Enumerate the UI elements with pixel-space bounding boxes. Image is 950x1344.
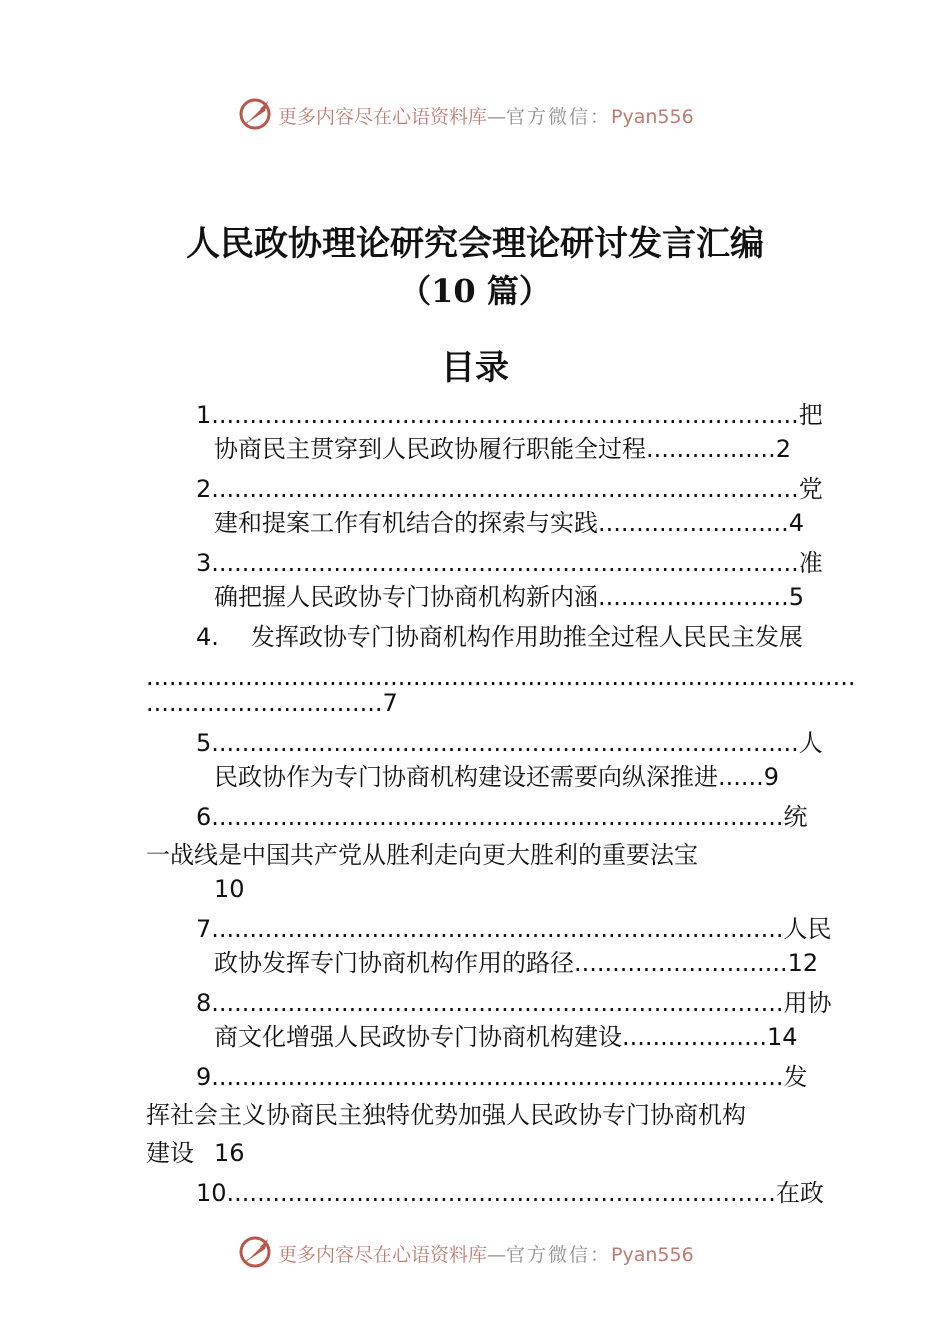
toc-page: 4 <box>788 509 805 537</box>
toc-number: 6 <box>196 803 212 831</box>
toc-entry-2-line1 <box>196 472 823 506</box>
toc-title-head: 党 <box>798 475 823 503</box>
toc-title-head: 用协 <box>783 989 832 1017</box>
toc-page: 12 <box>787 949 819 977</box>
toc-leader: ............................................................................. <box>211 729 799 757</box>
toc-entry-1-line2 <box>214 432 791 466</box>
toc-page: 9 <box>763 763 780 791</box>
watermark-separator: — <box>487 106 507 128</box>
toc-entry-3-line1 <box>196 546 823 580</box>
toc-number: 1 <box>196 401 212 429</box>
watermark-brand: 更多内容尽在心语资料库 <box>278 106 488 128</box>
toc-leader: ............................................................................. <box>211 475 799 503</box>
document-subtitle: （10 篇） <box>399 272 551 310</box>
toc-title-head: 人民 <box>783 915 832 943</box>
toc-entry-6-line3 <box>214 872 245 906</box>
toc-number: 2 <box>196 475 212 503</box>
toc-number: 8 <box>196 989 212 1017</box>
toc-title: 确把握人民政协专门协商机构新内涵 <box>214 583 598 611</box>
toc-page: 10 <box>214 875 245 903</box>
toc-title-head: 发 <box>783 1063 808 1091</box>
watermark-separator: — <box>487 1244 507 1266</box>
toc-number: 9 <box>196 1063 212 1091</box>
toc-page: 2 <box>775 435 791 463</box>
toc-leader: ............................................................................. <box>211 401 799 429</box>
toc-title-head: 在政 <box>775 1179 824 1207</box>
toc-leader: ........................................................................... <box>211 989 784 1017</box>
toc-entry-10-line1 <box>196 1176 824 1210</box>
toc-leader: ........................................................................ <box>226 1179 776 1207</box>
toc-entry-7-line2 <box>214 946 818 980</box>
toc-number: 3 <box>196 549 212 577</box>
toc-leader: ............................................................................. <box>211 549 799 577</box>
document-title: 人民政协理论研究会理论研讨发言汇编 <box>186 224 764 264</box>
quill-pen-logo-icon <box>238 95 274 131</box>
toc-title-head: 把 <box>798 401 823 429</box>
toc-entry-7-line1 <box>196 912 831 946</box>
quill-pen-logo-icon <box>238 1233 274 1269</box>
toc-leader: ............................... <box>146 689 383 717</box>
toc-leader: ............................................................................................. <box>146 663 856 691</box>
toc-entry-9-line3 <box>146 1136 245 1170</box>
toc-page: 16 <box>214 1139 245 1167</box>
watermark-wechat-id: Pyan556 <box>611 1244 694 1266</box>
toc-page: 5 <box>788 583 805 611</box>
toc-heading: 目录 <box>441 348 509 388</box>
toc-title: 挥社会主义协商民主独特优势加强人民政协专门协商机构 <box>146 1101 746 1129</box>
toc-number: 4. <box>196 623 219 651</box>
toc-title: 建和提案工作有机结合的探索与实践 <box>214 509 598 537</box>
toc-leader: ........................................................................... <box>211 915 784 943</box>
toc-title-tail: 建设 <box>146 1139 194 1167</box>
toc-title: 一战线是中国共产党从胜利走向更大胜利的重要法宝 <box>146 841 698 869</box>
watermark-label: 官方微信： <box>506 1244 612 1266</box>
toc-leader: ................. <box>646 435 776 463</box>
toc-entry-5-line1 <box>196 726 823 760</box>
toc-leader: ................... <box>622 1023 767 1051</box>
toc-number: 7 <box>196 915 212 943</box>
toc-entry-4-line1 <box>196 620 803 654</box>
watermark-text <box>278 102 694 129</box>
toc-entry-3-line2 <box>214 580 804 614</box>
footer-watermark <box>0 1233 950 1273</box>
toc-entry-8-line2 <box>214 1020 798 1054</box>
toc-page: 14 <box>766 1023 798 1051</box>
toc-leader: ......................... <box>598 583 789 611</box>
toc-entry-4-line3 <box>146 686 398 720</box>
watermark-brand: 更多内容尽在心语资料库 <box>278 1244 488 1266</box>
toc-leader: ........................................................................... <box>211 1063 784 1091</box>
toc-leader: ........................................................................... <box>211 803 784 831</box>
toc-entry-5-line2 <box>214 760 779 794</box>
toc-number: 10 <box>196 1179 227 1207</box>
toc-title: 协商民主贯穿到人民政协履行职能全过程 <box>214 435 646 463</box>
toc-entry-9-line2 <box>146 1098 746 1132</box>
watermark-label: 官方微信： <box>506 106 612 128</box>
toc-leader: ......................... <box>598 509 789 537</box>
toc-number: 5 <box>196 729 212 757</box>
toc-title-head: 统 <box>783 803 808 831</box>
toc-entry-1-line1 <box>196 398 823 432</box>
toc-entry-6-line1 <box>196 800 807 834</box>
toc-title: 政协发挥专门协商机构作用的路径 <box>214 949 574 977</box>
header-watermark <box>0 95 950 135</box>
toc-leader: ...... <box>718 763 764 791</box>
toc-entry-8-line1 <box>196 986 831 1020</box>
toc-title-head: 准 <box>798 549 823 577</box>
toc-entry-2-line2 <box>214 506 804 540</box>
watermark-wechat-id: Pyan556 <box>611 106 694 128</box>
toc-page: 7 <box>382 689 398 717</box>
toc-title-head: 人 <box>798 729 823 757</box>
toc-title: 民政协作为专门协商机构建设还需要向纵深推进 <box>214 763 718 791</box>
toc-leader: ............................ <box>574 949 788 977</box>
toc-entry-6-line2 <box>146 838 698 872</box>
toc-title: 商文化增强人民政协专门协商机构建设 <box>214 1023 622 1051</box>
toc-entry-9-line1 <box>196 1060 807 1094</box>
toc-title: 发挥政协专门协商机构作用助推全过程人民民主发展 <box>250 623 803 651</box>
watermark-text <box>278 1240 694 1267</box>
